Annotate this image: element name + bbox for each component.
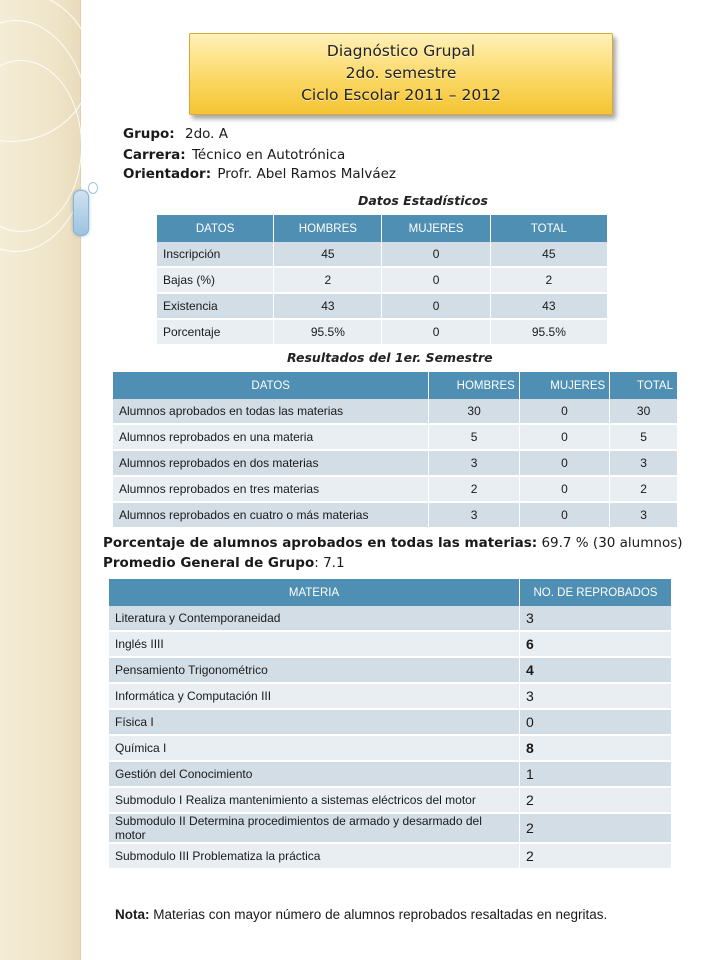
subject-name: Submodulo I Realiza mantenimiento a sistemas eléctricos del motor	[109, 788, 520, 814]
table-row	[109, 844, 672, 870]
decorative-side-band	[0, 0, 81, 960]
stats-body	[157, 242, 608, 346]
subject-name: Submodulo II Determina procedimientos de armado y desarmado del motor	[109, 814, 520, 844]
results-caption: Resultados del 1er. Semestre	[287, 350, 493, 365]
subjects-header-cell: NO. DE REPROBADOS	[520, 579, 672, 606]
stats-cell: 45	[491, 242, 608, 268]
results-cell: Alumnos reprobados en dos materias	[113, 451, 429, 477]
grupo-value: 2do. A	[184, 126, 228, 142]
stats-cell: 95.5%	[491, 320, 608, 346]
table-row	[157, 294, 608, 320]
results-cell: 3	[610, 451, 678, 477]
pct-approved-value: 69.7 % (30 alumnos)	[541, 535, 683, 551]
subjects-header-row	[109, 579, 672, 606]
subject-failed-count: 1	[520, 762, 672, 788]
decorative-bead	[73, 190, 89, 236]
subject-failed-count: 4	[520, 658, 672, 684]
results-cell: 0	[520, 451, 610, 477]
results-cell: 3	[610, 503, 678, 529]
table-row	[113, 425, 678, 451]
stats-cell: 2	[491, 268, 608, 294]
subjects-header-cell: MATERIA	[109, 579, 520, 606]
table-row	[109, 762, 672, 788]
stats-cell: 0	[382, 242, 490, 268]
grupo-label: Grupo:	[123, 126, 175, 142]
subject-name: Gestión del Conocimiento	[109, 762, 520, 788]
subject-failed-count: 3	[520, 684, 672, 710]
results-cell: 3	[429, 451, 519, 477]
results-body	[113, 399, 678, 529]
results-cell: 0	[520, 477, 610, 503]
results-header-cell: DATOS	[113, 372, 429, 399]
results-cell: 0	[520, 503, 610, 529]
stats-cell: 43	[491, 294, 608, 320]
table-row	[109, 814, 672, 844]
stats-cell: 2	[274, 268, 382, 294]
group-average-label: Promedio General de Grupo	[103, 555, 315, 571]
group-average-line	[103, 555, 345, 571]
results-cell: Alumnos reprobados en cuatro o más materias	[113, 503, 429, 529]
results-cell: 30	[610, 399, 678, 425]
stats-header-cell: MUJERES	[382, 215, 490, 242]
results-cell: Alumnos reprobados en una materia	[113, 425, 429, 451]
table-row	[109, 736, 672, 762]
table-row	[113, 477, 678, 503]
table-row	[113, 451, 678, 477]
pct-approved-label: Porcentaje de alumnos aprobados en todas las materias:	[103, 535, 538, 551]
stats-table	[157, 215, 608, 346]
subject-name: Inglés IIII	[109, 632, 520, 658]
table-row	[109, 788, 672, 814]
subject-name: Física I	[109, 710, 520, 736]
subjects-table	[109, 579, 672, 870]
footnote-label: Nota:	[115, 907, 150, 922]
subject-name: Literatura y Contemporaneidad	[109, 606, 520, 632]
subject-failed-count: 2	[520, 814, 672, 844]
table-row	[113, 503, 678, 529]
stats-header-row	[157, 215, 608, 242]
stats-cell: 45	[274, 242, 382, 268]
decorative-small-ring	[88, 182, 98, 194]
carrera-label: Carrera:	[123, 147, 186, 163]
table-row	[109, 632, 672, 658]
table-row	[109, 606, 672, 632]
stats-cell: 0	[382, 268, 490, 294]
subject-failed-count: 3	[520, 606, 672, 632]
subject-name: Pensamiento Trigonométrico	[109, 658, 520, 684]
stats-header-cell: HOMBRES	[274, 215, 382, 242]
grupo-line	[123, 126, 228, 142]
stats-caption: Datos Estadísticos	[358, 193, 488, 208]
table-row	[109, 710, 672, 736]
results-cell: 2	[610, 477, 678, 503]
title-line-2: 2do. semestre	[345, 64, 457, 82]
carrera-line	[123, 147, 345, 163]
stats-cell: Bajas (%)	[157, 268, 274, 294]
footnote-text: Materias con mayor número de alumnos reprobados resaltadas en negritas.	[149, 907, 608, 922]
table-row	[157, 320, 608, 346]
results-table	[113, 372, 678, 529]
pct-approved-line	[103, 535, 683, 551]
stats-cell: 43	[274, 294, 382, 320]
orientador-line	[123, 166, 396, 182]
stats-header-cell: TOTAL	[491, 215, 608, 242]
results-cell: 5	[610, 425, 678, 451]
stats-cell: Porcentaje	[157, 320, 274, 346]
results-header-cell: HOMBRES	[429, 372, 519, 399]
results-header-cell: MUJERES	[520, 372, 610, 399]
results-cell: Alumnos reprobados en tres materias	[113, 477, 429, 503]
stats-cell: 95.5%	[274, 320, 382, 346]
results-cell: 5	[429, 425, 519, 451]
results-header-cell: TOTAL	[610, 372, 678, 399]
title-line-1: Diagnóstico Grupal	[326, 42, 476, 60]
stats-cell: 0	[382, 320, 490, 346]
subject-failed-count: 8	[520, 736, 672, 762]
stats-cell: Inscripción	[157, 242, 274, 268]
results-cell: 0	[520, 425, 610, 451]
stats-cell: 0	[382, 294, 490, 320]
results-cell: 3	[429, 503, 519, 529]
subject-failed-count: 0	[520, 710, 672, 736]
orientador-label: Orientador:	[123, 166, 212, 182]
table-row	[109, 658, 672, 684]
table-row	[109, 684, 672, 710]
results-header-row	[113, 372, 678, 399]
orientador-value: Profr. Abel Ramos Malváez	[217, 166, 397, 182]
carrera-value: Técnico en Autotrónica	[191, 147, 346, 163]
results-cell: 30	[429, 399, 519, 425]
subject-name: Informática y Computación III	[109, 684, 520, 710]
table-row	[157, 268, 608, 294]
title-line-3: Ciclo Escolar 2011 – 2012	[301, 86, 501, 104]
group-average-value: : 7.1	[314, 555, 345, 571]
subject-failed-count: 6	[520, 632, 672, 658]
stats-header-cell: DATOS	[157, 215, 274, 242]
subjects-body	[109, 606, 672, 870]
subject-name: Submodulo III Problematiza la práctica	[109, 844, 520, 870]
subject-failed-count: 2	[520, 788, 672, 814]
subject-name: Química I	[109, 736, 520, 762]
page-title	[189, 33, 613, 115]
results-cell: Alumnos aprobados en todas las materias	[113, 399, 429, 425]
results-cell: 0	[520, 399, 610, 425]
footnote	[115, 907, 607, 922]
subject-failed-count: 2	[520, 844, 672, 870]
table-row	[113, 399, 678, 425]
results-cell: 2	[429, 477, 519, 503]
stats-cell: Existencia	[157, 294, 274, 320]
table-row	[157, 242, 608, 268]
